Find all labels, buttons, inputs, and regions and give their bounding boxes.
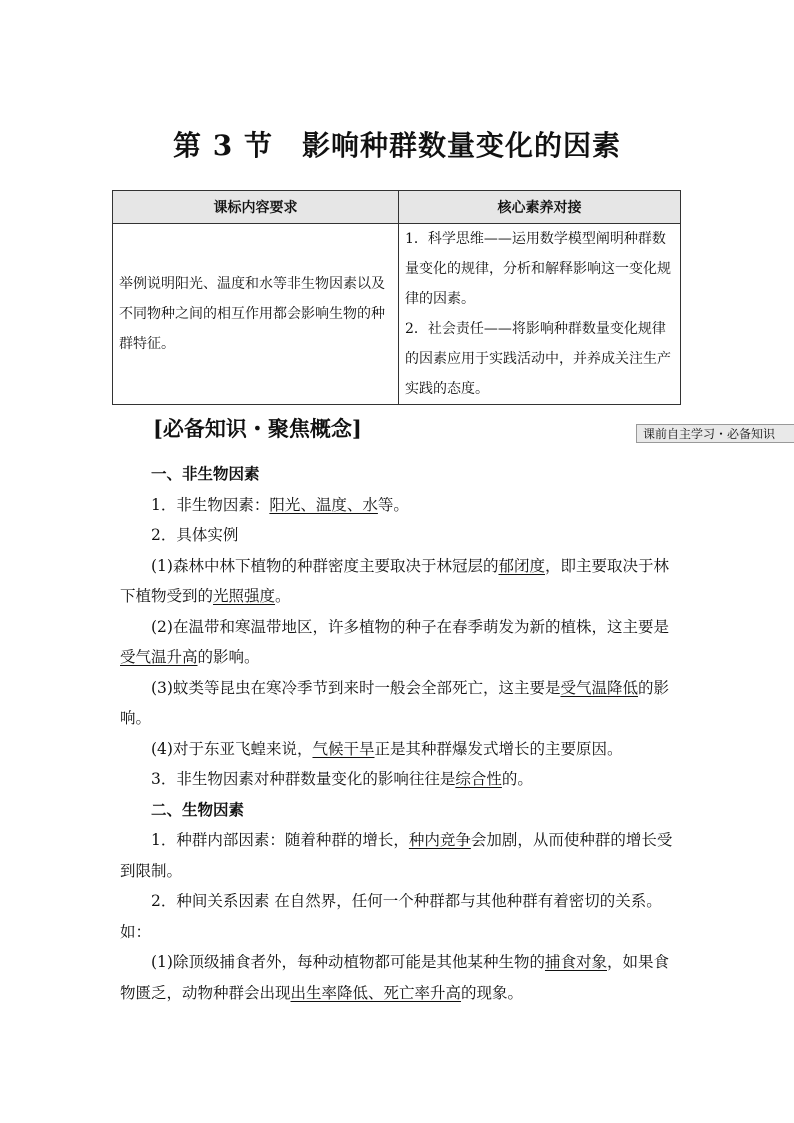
paragraph: 1．种群内部因素：随着种群的增长，种内竞争会加剧，从而使种群的增长受到限制。 <box>120 831 673 880</box>
section-heading: 一、非生物因素 <box>151 464 260 483</box>
answer-blank: 受气温升高 <box>120 648 198 666</box>
section-banner: [必备知识・聚焦概念] <box>153 416 362 441</box>
paragraph: (4)对于东亚飞蝗来说，气候干旱正是其种群爆发式增长的主要原因。 <box>151 739 623 758</box>
paragraph: (3)蚊类等昆虫在寒冷季节到来时一般会全部死亡，这主要是受气温降低的影响。 <box>120 678 669 727</box>
paragraph: 3．非生物因素对种群数量变化的影响往往是综合性的。 <box>151 770 533 788</box>
answer-blank: 综合性 <box>455 770 502 788</box>
paragraph: (2)在温带和寒温带地区，许多植物的种子在春季萌发为新的植株，这主要是受气温升高的影响。 <box>120 617 669 666</box>
answer-blank: 气候干旱 <box>312 739 375 758</box>
section-tag: 课前自主学习・必备知识 <box>636 424 794 443</box>
table-header-core-competencies: 核心素养对接 <box>399 191 681 224</box>
competency-item: 1．科学思维——运用数学模型阐明种群数量变化的规律，分析和解释影响这一变化规律的因素。 <box>405 231 671 307</box>
answer-blank: 郁闭度 <box>498 556 545 575</box>
competency-item: 2．社会责任——将影响种群数量变化规律的因素应用于实践活动中，并养成关注生产实践的态度。 <box>405 321 671 397</box>
paragraph: (1)森林中林下植物的种群密度主要取决于林冠层的郁闭度，即主要取决于林下植物受到的光照强度。 <box>120 556 669 605</box>
table-header-requirements: 课标内容要求 <box>113 191 399 224</box>
content-body <box>120 459 676 1008</box>
answer-blank: 光照强度 <box>213 587 276 605</box>
answer-blank: 种内竞争 <box>408 831 471 849</box>
competencies-cell <box>399 224 681 405</box>
paragraph: 2．具体实例 <box>151 526 239 544</box>
answer-blank: 阳光、温度、水 <box>269 495 378 514</box>
answer-blank: 捕食对象 <box>544 953 607 971</box>
paragraph: 1．非生物因素：阳光、温度、水等。 <box>151 495 409 514</box>
paragraph: 2．种间关系因素 在自然界，任何一个种群都与其他种群有着密切的关系。如： <box>120 892 662 941</box>
section-heading: 二、生物因素 <box>151 799 245 819</box>
answer-blank: 受气温降低 <box>560 678 638 697</box>
page-title: 第 3 节 影响种群数量变化的因素 <box>173 129 621 162</box>
paragraph: (1)除顶级捕食者外，每种动植物都可能是其他某种生物的捕食对象，如果食物匮乏，动物种群会出现出生率降低、死亡率升高的现象。 <box>120 953 669 1002</box>
answer-blank: 出生率降低、死亡率升高 <box>290 983 462 1002</box>
curriculum-table <box>112 190 681 405</box>
requirements-cell: 举例说明阳光、温度和水等非生物因素以及不同物种之间的相互作用都会影响生物的种群特征。 <box>113 224 399 405</box>
